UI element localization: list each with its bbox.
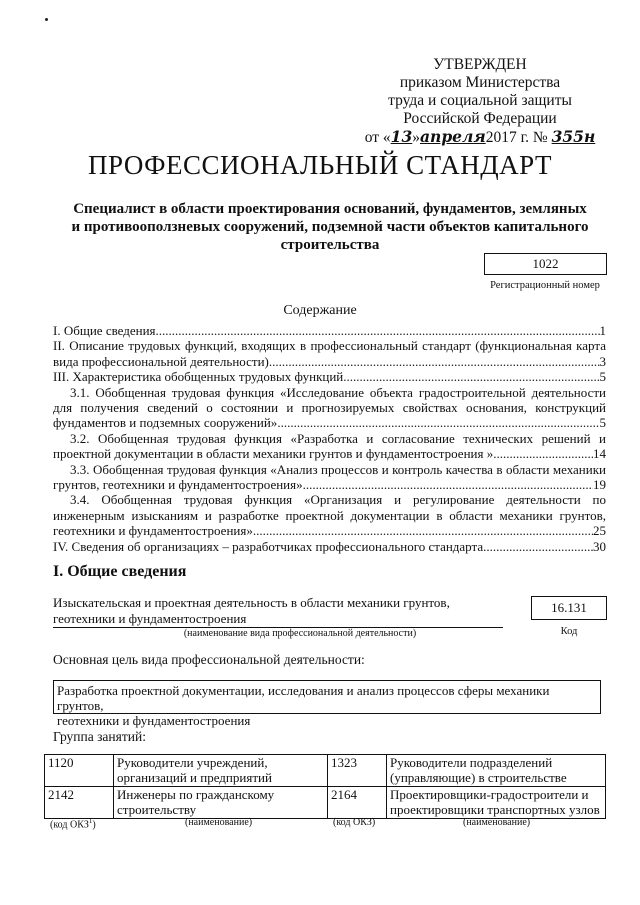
registration-caption: Регистрационный номер bbox=[490, 280, 600, 291]
toc-page: 5 bbox=[599, 415, 606, 431]
toc-item-label: вида профессиональной деятельности) bbox=[53, 353, 269, 369]
footer-code-caption bbox=[50, 817, 96, 830]
toc-item[interactable] bbox=[53, 415, 606, 430]
toc-page: 25 bbox=[593, 523, 606, 539]
toc-page: 1 bbox=[599, 323, 606, 338]
toc-page: 5 bbox=[599, 369, 606, 385]
standard-subtitle bbox=[60, 200, 600, 254]
page-title: ПРОФЕССИОНАЛЬНЫЙ СТАНДАРТ bbox=[87, 150, 553, 180]
footer-code-caption: (код ОКЗ) bbox=[333, 817, 376, 828]
foot-text: ) bbox=[92, 819, 96, 831]
okz-code: 1323 bbox=[328, 755, 387, 787]
toc-page: 3 bbox=[599, 353, 606, 369]
toc-item-line[interactable]: II. Описание трудовых функций, входящих в профессиональный стандарт (функциональная карта bbox=[53, 338, 606, 354]
occupation-name: Руководители подразделений (управляющие) в строительстве bbox=[387, 755, 606, 787]
handwritten-month: апреля bbox=[420, 127, 486, 146]
approval-date bbox=[360, 128, 600, 147]
handwritten-day: 13 bbox=[390, 127, 413, 146]
occupations-table bbox=[44, 754, 606, 819]
toc-item-line[interactable]: инженерным изысканиям и разработке проектной документации в области механики грунтов, bbox=[53, 507, 606, 523]
foot-text: (код ОКЗ bbox=[50, 819, 89, 831]
goal-box bbox=[53, 680, 601, 728]
toc-item[interactable] bbox=[53, 369, 606, 384]
toc-item[interactable] bbox=[53, 323, 606, 338]
toc-item-label: III. Характеристика обобщенных трудовых функций bbox=[53, 369, 344, 385]
group-label: Группа занятий: bbox=[53, 729, 146, 744]
okz-code: 2142 bbox=[45, 787, 114, 819]
activity-line: геотехники и фундаментостроения bbox=[53, 611, 247, 626]
toc-item-line[interactable]: 3.3. Обобщенная трудовая функция «Анализ процессов и контроль качества в области механики bbox=[70, 461, 606, 477]
toc-item[interactable] bbox=[53, 354, 606, 369]
toc-item[interactable] bbox=[53, 523, 606, 538]
toc-item-label: I. Общие сведения bbox=[53, 323, 156, 338]
occupation-name: Проектировщики-градостроители и проектировщики транспортных узлов bbox=[387, 787, 606, 819]
footer-name-caption: (наименование) bbox=[185, 817, 253, 828]
okz-code: 1120 bbox=[45, 755, 114, 787]
approval-line: приказом Министерства bbox=[399, 74, 561, 91]
occupation-name: Инженеры по гражданскому строительству bbox=[114, 787, 328, 819]
subtitle-line: Специалист в области проектирования оснований, фундаментов, земляных bbox=[73, 201, 587, 217]
toc-item[interactable] bbox=[53, 477, 606, 492]
goal-line: Разработка проектной документации, исследования и анализ процессов сферы механики грунтов, bbox=[57, 683, 550, 713]
toc-item-line[interactable]: 3.4. Обобщенная трудовая функция «Организация и регулирование деятельности по bbox=[70, 492, 606, 508]
toc-item[interactable] bbox=[53, 539, 606, 554]
activity-code-box: 16.131 bbox=[531, 596, 607, 620]
code-caption: Код bbox=[560, 626, 578, 637]
date-mid: » bbox=[412, 129, 420, 146]
goal-line: геотехники и фундаментостроения bbox=[57, 713, 251, 728]
table-of-contents bbox=[53, 323, 606, 554]
table-row bbox=[45, 755, 606, 787]
toc-item[interactable] bbox=[53, 446, 606, 461]
toc-page: 30 bbox=[593, 538, 606, 554]
activity-caption: (наименование вида профессиональной деятельности) bbox=[183, 628, 417, 639]
okz-code: 2164 bbox=[328, 787, 387, 819]
toc-item-line[interactable]: 3.1. Обобщенная трудовая функция «Исследование объекта градостроительной деятельности bbox=[70, 384, 606, 400]
registration-number-box: 1022 bbox=[484, 253, 607, 275]
table-row bbox=[45, 787, 606, 819]
toc-item-label: фундаментов и подземных сооружений» bbox=[53, 415, 278, 431]
approval-block bbox=[360, 56, 600, 147]
toc-item-label: IV. Сведения об организациях – разработчиках профессионального стандарта bbox=[53, 538, 484, 554]
date-prefix: от « bbox=[364, 129, 391, 146]
subtitle-line: строительства bbox=[280, 237, 380, 253]
toc-item-line[interactable]: для получения сведений о состоянии и прогнозируемых свойствах основания, конструкций bbox=[53, 400, 606, 416]
subtitle-line: и противооползневых сооружений, подземной части объектов капитального bbox=[71, 219, 589, 235]
toc-page: 14 bbox=[593, 446, 606, 462]
occupation-name: Руководители учреждений, организаций и предприятий bbox=[114, 755, 328, 787]
footer-name-caption: (наименование) bbox=[463, 817, 531, 828]
toc-title: Содержание bbox=[283, 303, 357, 318]
approval-line: Российской Федерации bbox=[403, 110, 557, 127]
goal-label: Основная цель вида профессиональной деятельности: bbox=[53, 652, 365, 667]
activity-line: Изыскательская и проектная деятельность в области механики грунтов, bbox=[53, 595, 450, 610]
handwritten-number: 355н bbox=[551, 127, 596, 146]
toc-item-label: грунтов, геотехники и фундаментостроения» bbox=[53, 477, 303, 493]
toc-item-label: геотехники и фундаментостроения» bbox=[53, 523, 253, 539]
toc-item-line[interactable]: 3.2. Обобщенная трудовая функция «Разработка и согласование технических решений и bbox=[70, 430, 606, 446]
toc-page: 19 bbox=[593, 477, 606, 493]
toc-item-label: проектной документации в области механики грунтов и фундаментостроения » bbox=[53, 446, 494, 462]
footnote-ref[interactable]: 1 bbox=[88, 817, 93, 825]
approval-line: труда и социальной защиты bbox=[388, 92, 572, 109]
scan-speck bbox=[45, 18, 48, 21]
activity-name bbox=[53, 595, 503, 628]
approval-line: УТВЕРЖДЕН bbox=[433, 56, 527, 73]
section-title: I. Общие сведения bbox=[53, 563, 187, 580]
date-year: 2017 г. № bbox=[485, 129, 548, 146]
